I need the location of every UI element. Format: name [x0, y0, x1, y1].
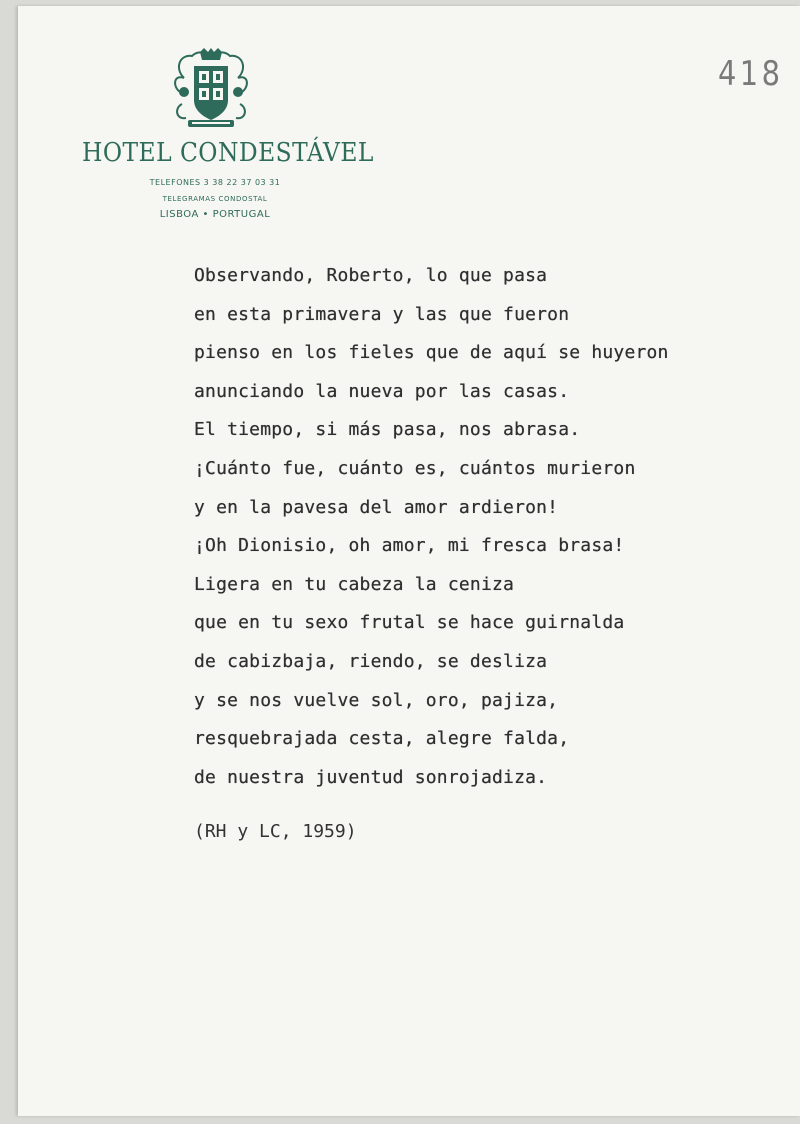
document-page — [18, 6, 800, 1116]
poem-line: y se nos vuelve sol, oro, pajiza, — [194, 689, 559, 711]
poem-line: Observando, Roberto, lo que pasa — [194, 265, 548, 286]
poem-line: que en tu sexo frutal se hace guirnalda — [194, 612, 625, 634]
page-number: 418 — [718, 54, 784, 94]
poem-line: El tiempo, si más pasa, nos abrasa. — [194, 419, 581, 441]
poem-line: y en la pavesa del amor ardieron! — [194, 496, 559, 518]
poem-line: resquebrajada cesta, alegre falda, — [194, 728, 570, 750]
hotel-telegrams: TELEGRAMAS CONDOSTAL — [162, 195, 268, 203]
poem-line: ¡Cuánto fue, cuánto es, cuántos murieron — [194, 457, 636, 479]
poem-line: de nuestra juventud sonrojadiza. — [194, 766, 548, 788]
hotel-city: LISBOA • PORTUGAL — [159, 209, 271, 220]
hotel-name: HOTEL CONDESTÁVEL — [82, 138, 374, 168]
poem-line: pienso en los fieles que de aquí se huyeron — [194, 342, 669, 364]
poem-text — [194, 264, 669, 804]
poem-line: anunciando la nueva por las casas. — [194, 380, 570, 402]
poem-line: Ligera en tu cabeza la ceniza — [194, 573, 515, 595]
poem-line: en esta primavera y las que fueron — [194, 303, 570, 325]
coat-of-arms-crest-icon — [170, 48, 252, 130]
poem-line: de cabizbaja, riendo, se desliza — [194, 650, 548, 672]
hotel-phones: TELEFONES 3 38 22 37 03 31 — [149, 178, 281, 187]
poem-signature: (RH y LC, 1959) — [194, 821, 357, 842]
poem-line: ¡Oh Dionisio, oh amor, mi fresca brasa! — [194, 535, 625, 557]
